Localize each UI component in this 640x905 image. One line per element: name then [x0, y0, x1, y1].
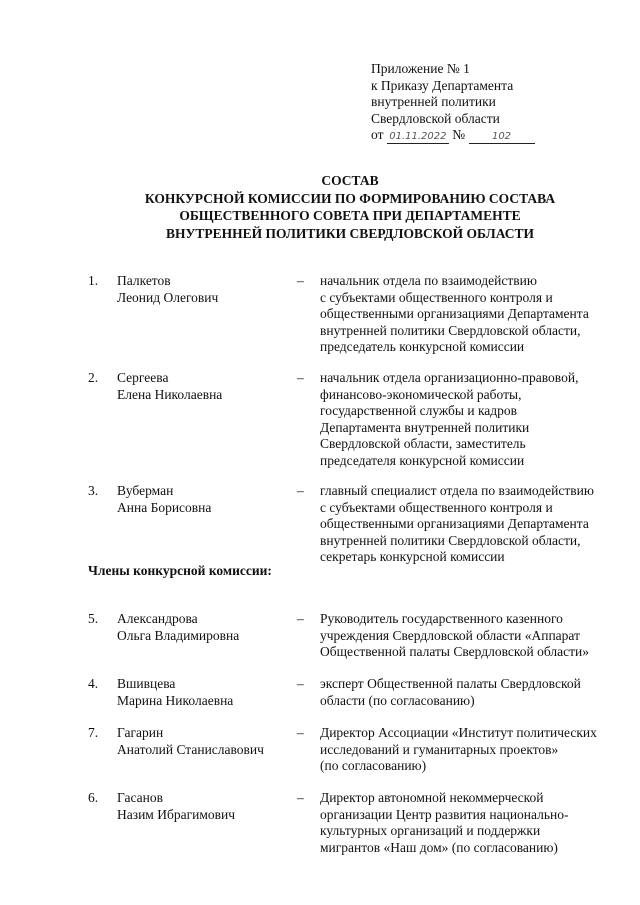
person-name: [117, 676, 233, 709]
header-line: Приложение № 1: [371, 61, 470, 76]
entry-number: 5.: [88, 611, 99, 626]
entry-number: 6.: [88, 790, 99, 805]
handwritten-date: 01.11.2022: [387, 131, 449, 144]
entry-dash: –: [297, 676, 304, 691]
header-line: Свердловской области: [371, 110, 500, 126]
entry-dash: –: [297, 483, 304, 498]
name-line: Ольга Владимировна: [117, 627, 240, 643]
title-line: СОСТАВ: [321, 173, 379, 188]
entry-dash: –: [297, 725, 304, 740]
entry-dash: –: [297, 790, 304, 805]
date-number-line: [371, 127, 535, 144]
role-line: государственной службы и кадров: [320, 403, 518, 418]
role-line: культурных организаций и поддержки: [320, 823, 541, 838]
name-line: Гагарин: [117, 725, 164, 740]
title-line: КОНКУРСНОЙ КОМИССИИ ПО ФОРМИРОВАНИЮ СОСТАВА: [144, 190, 556, 206]
entry-dash: –: [297, 273, 304, 288]
person-name: [117, 725, 264, 758]
name-line: Вшивцева: [117, 676, 176, 691]
date-prefix: от: [371, 127, 384, 142]
person-role: [320, 483, 594, 566]
role-line: главный специалист отдела по взаимодействию: [320, 483, 594, 498]
role-line: Свердловской области, заместитель: [320, 436, 526, 451]
role-line: Руководитель государственного казенного: [320, 611, 563, 626]
number-sign: №: [452, 127, 466, 142]
role-line: Директор Ассоциации «Институт политических: [320, 725, 597, 740]
role-line: общественными организациями Департамента: [320, 516, 589, 531]
person-name: [117, 273, 218, 306]
entry-number: 7.: [88, 725, 99, 740]
title-line: ВНУТРЕННЕЙ ПОЛИТИКИ СВЕРДЛОВСКОЙ ОБЛАСТИ: [165, 225, 535, 241]
name-line: Анна Борисовна: [117, 499, 212, 515]
header-line: к Приказу Департамента: [371, 77, 514, 93]
role-line: Директор автономной некоммерческой: [320, 790, 544, 805]
document-title: [0, 172, 640, 242]
name-line: Сергеева: [117, 370, 169, 385]
role-line: начальник отдела организационно-правовой,: [320, 370, 579, 385]
role-line: эксперт Общественной палаты Свердловской: [320, 676, 581, 691]
person-role: [320, 611, 589, 661]
role-line: внутренней политики Свердловской области,: [320, 322, 581, 338]
title-line: ОБЩЕСТВЕННОГО СОВЕТА ПРИ ДЕПАРТАМЕНТЕ: [179, 208, 521, 223]
role-line: общественными организациями Департамента: [320, 306, 589, 321]
role-line: исследований и гуманитарных проектов»: [320, 741, 559, 757]
person-role: [320, 725, 597, 775]
role-line: с субъектами общественного контроля и: [320, 289, 553, 305]
person-role: [320, 676, 581, 709]
name-line: Гасанов: [117, 790, 163, 805]
role-line: финансово-экономической работы,: [320, 386, 522, 402]
role-line: внутренней политики Свердловской области,: [320, 532, 581, 548]
role-line: начальник отдела по взаимодействию: [320, 273, 537, 288]
entry-number: 4.: [88, 676, 99, 691]
name-line: Леонид Олегович: [117, 289, 219, 305]
person-name: [117, 370, 222, 403]
role-line: председатель конкурсной комиссии: [320, 339, 525, 354]
role-line: председателя конкурсной комиссии: [320, 452, 525, 468]
handwritten-number: 102: [469, 131, 535, 144]
person-name: [117, 483, 211, 516]
header-line: внутренней политики: [371, 94, 496, 109]
name-line: Марина Николаевна: [117, 692, 234, 708]
entry-number: 1.: [88, 273, 99, 288]
person-name: [117, 790, 235, 823]
role-line: Общественной палаты Свердловской области»: [320, 644, 589, 659]
role-line: (по согласованию): [320, 758, 427, 773]
name-line: Назим Ибрагимович: [117, 806, 236, 822]
role-line: области (по согласованию): [320, 692, 475, 708]
entry-number: 3.: [88, 483, 99, 498]
role-line: мигрантов «Наш дом» (по согласованию): [320, 839, 558, 855]
role-line: учреждения Свердловской области «Аппарат: [320, 627, 580, 643]
appendix-header: [371, 61, 535, 144]
name-line: Елена Николаевна: [117, 386, 223, 402]
person-role: [320, 370, 578, 469]
members-heading: Члены конкурсной комиссии:: [88, 563, 272, 578]
entry-number: 2.: [88, 370, 99, 385]
entry-dash: –: [297, 370, 304, 385]
person-role: [320, 790, 569, 856]
name-line: Палкетов: [117, 273, 171, 288]
name-line: Анатолий Станиславович: [117, 741, 264, 757]
entry-dash: –: [297, 611, 304, 626]
name-line: Александрова: [117, 611, 198, 626]
role-line: секретарь конкурсной комиссии: [320, 549, 505, 564]
role-line: с субъектами общественного контроля и: [320, 499, 553, 515]
person-name: [117, 611, 239, 644]
name-line: Вуберман: [117, 483, 174, 498]
person-role: [320, 273, 589, 356]
role-line: организации Центр развития национально-: [320, 806, 569, 822]
role-line: Департамента внутренней политики: [320, 419, 530, 435]
